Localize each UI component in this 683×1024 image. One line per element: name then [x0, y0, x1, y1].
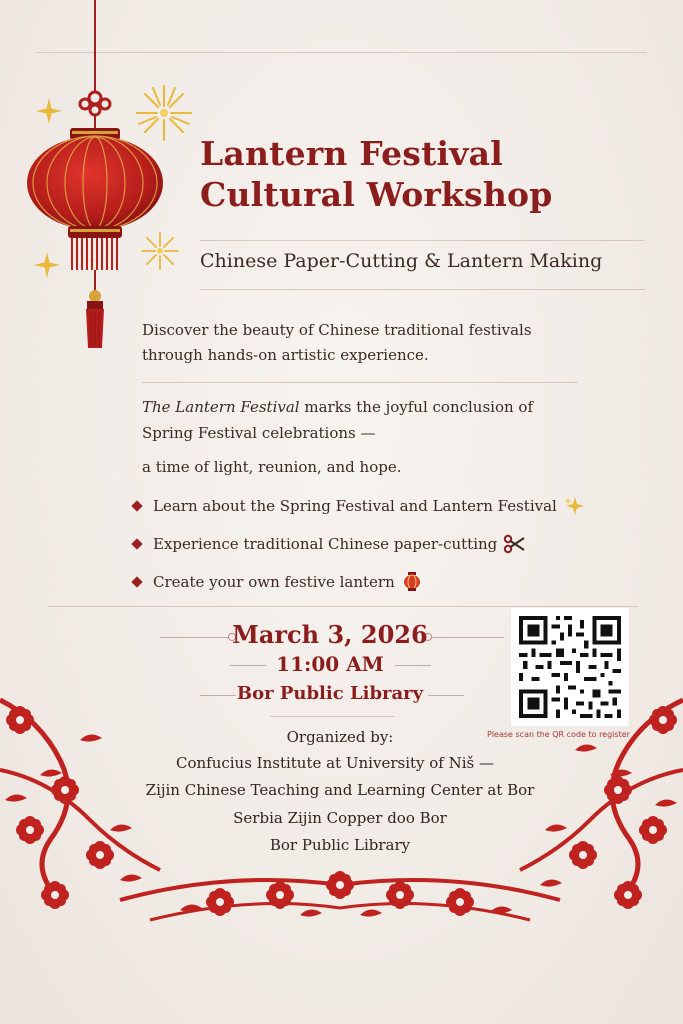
list-item-text: Experience traditional Chinese paper-cutting: [153, 535, 498, 553]
description-paragraph: [142, 394, 582, 480]
description-text: marks the joyful conclusion of: [299, 398, 534, 416]
activity-list: [130, 487, 590, 601]
description-line: a time of light, reunion, and hope.: [142, 458, 402, 476]
event-title: [200, 133, 660, 215]
list-item: [130, 563, 590, 601]
title-line-2: Cultural Workshop: [200, 175, 553, 214]
organizer-name: Confucius Institute at University of Niš —: [175, 754, 495, 772]
lantern-illustration: [20, 0, 200, 360]
event-details-divider: [48, 606, 638, 607]
list-item: [130, 487, 590, 525]
diamond-bullet-icon: [131, 538, 142, 549]
subtitle-bottom-divider: [200, 289, 645, 290]
description-line: Spring Festival celebrations —: [142, 424, 376, 442]
organizer-name: Serbia Zijin Copper doo Bor: [233, 809, 447, 827]
scissors-icon: [503, 533, 525, 555]
event-date: March 3, 2026: [232, 620, 428, 649]
diamond-bullet-icon: [131, 576, 142, 587]
intro-line: through hands-on artistic experience.: [142, 346, 429, 364]
event-time: 11:00 AM: [276, 652, 384, 676]
event-subtitle: Chinese Paper-Cutting & Lantern Making: [200, 250, 603, 272]
description-line: [142, 394, 582, 420]
list-item: [130, 525, 590, 563]
festival-name-emphasis: The Lantern Festival: [142, 398, 300, 416]
title-line-1: Lantern Festival: [200, 134, 503, 173]
organized-by-label: Organized by:: [286, 728, 394, 746]
star-sparkle: [139, 230, 181, 272]
intro-paragraph: [142, 318, 582, 368]
event-venue: Bor Public Library: [236, 683, 424, 704]
qr-caption: Please scan the QR code to register: [487, 730, 630, 739]
intro-line: Discover the beauty of Chinese traditional festivals: [142, 321, 532, 339]
star-sparkle: [34, 96, 64, 126]
subtitle-top-divider: [200, 240, 645, 241]
list-item-text: Learn about the Spring Festival and Lantern Festival: [153, 497, 557, 515]
organizer-name: Bor Public Library: [269, 836, 411, 854]
firework-sparkle: [133, 82, 195, 144]
paper-cut-floral-border: [0, 680, 683, 940]
intro-divider: [142, 382, 578, 383]
lantern-icon: [401, 571, 423, 593]
diamond-bullet-icon: [131, 500, 142, 511]
organizer-name: Zijin Chinese Teaching and Learning Center at Bor: [145, 781, 535, 799]
star-sparkle: [32, 250, 62, 280]
sparkles-icon: [563, 495, 585, 517]
list-item-text: Create your own festive lantern: [153, 573, 395, 591]
